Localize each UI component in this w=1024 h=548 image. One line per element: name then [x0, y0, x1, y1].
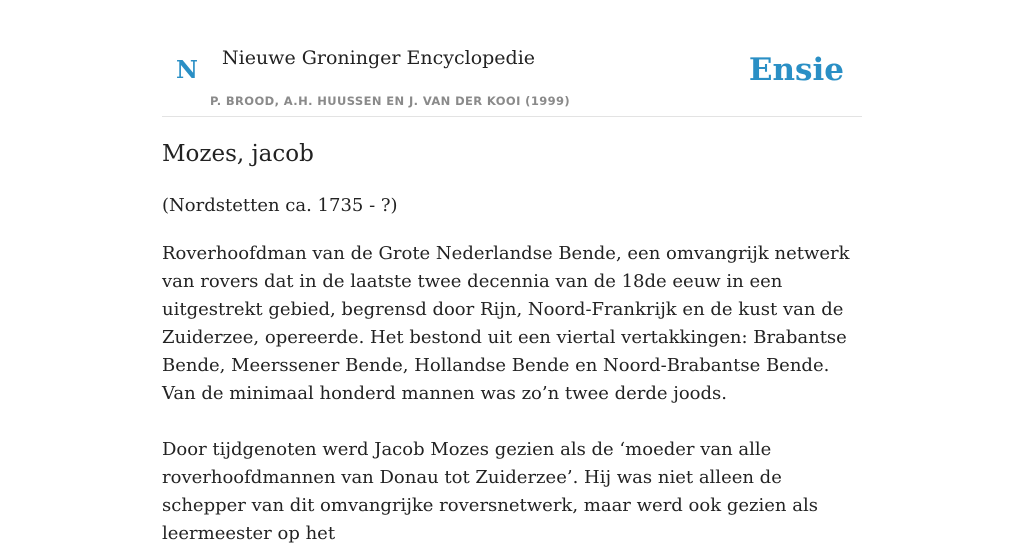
encyclopedia-title[interactable]: Nieuwe Groninger Encyclopedie	[222, 47, 536, 69]
article-paragraph: Roverhoofdman van de Grote Nederlandse Bende, een omvangrijk netwerk van rovers dat in de laatste twee decennia van de 18de eeuw in een uitgestrekt gebied, begrensd door Rijn, Noord-Frankrijk en de kust van de Zuiderzee, opereerde. Het bestond uit een viertal vertakkingen: Brabantse Bende, Meerssener Bende, Hollandse Bende en Noord-Brabantse Bende. Van de minimaal honderd mannen was zo’n twee derde joods.	[162, 243, 850, 404]
article-paragraph: Door tijdgenoten werd Jacob Mozes gezien als de ‘moeder van alle roverhoofdmannen van Donau tot Zuiderzee’. Hij was niet alleen de schepper van dit omvangrijke roversnetwerk, maar werd ook gezien als leermeester op het	[162, 439, 818, 544]
encyclopedia-logo[interactable]: N	[176, 55, 198, 84]
article	[162, 136, 862, 548]
article-title: Mozes, jacob	[162, 141, 314, 167]
authors-line: P. BROOD, A.H. HUUSSEN EN J. VAN DER KOOI (1999)	[210, 94, 571, 108]
ensie-logo[interactable]: Ensie	[748, 52, 844, 88]
article-subtitle: (Nordstetten ca. 1735 - ?)	[162, 195, 398, 216]
header	[162, 0, 862, 117]
